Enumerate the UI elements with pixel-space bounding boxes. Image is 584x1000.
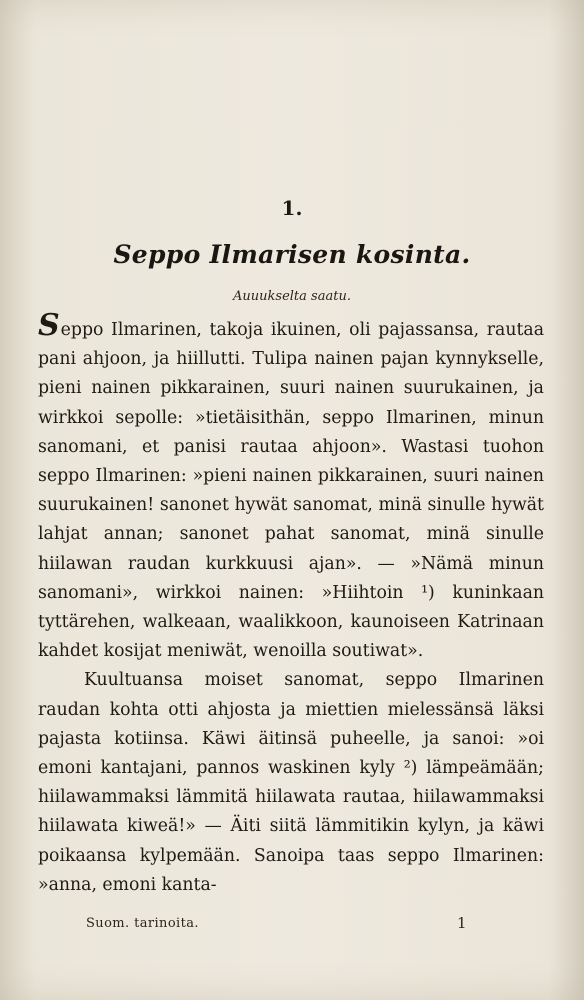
footer-signature: Suom. tarinoita. [86, 916, 199, 931]
drop-cap: S [38, 308, 60, 343]
paragraph-2: Kuultuansa moiset sanomat, seppo Ilmarinen raudan kohta otti ahjosta ja miettien mielessänsä läksi pajasta kotiinsa. Käwi äitinsä puheelle, ja sanoi: »oi emoni kantajani, pannos waskinen kyly ²) lämpeämään; hiilawammaksi lämmitä hiilawata rautaa, hiilawammaksi hiilawata kiweä!» — Äiti siitä lämmitikin kylyn, ja käwi poikaansa kylpemään. Sanoipa taas seppo Ilmarinen: »anna, emoni kanta- [38, 670, 544, 895]
chapter-subtitle: Auuukselta saatu. [233, 289, 351, 304]
paragraph-1 [38, 308, 544, 666]
footer-sheet-number: 1 [457, 914, 467, 932]
chapter-number: 1. [281, 196, 303, 220]
chapter-title: Seppo Ilmarisen kosinta. [113, 240, 471, 269]
paragraph-1-text: eppo Ilmarinen, takoja ikuinen, oli pajassansa, rautaa pani ahjoon, ja hiillutti. Tulipa nainen pajan kynnykselle, pieni nainen pikkarainen, suuri nainen suurukainen, ja wirkkoi sepolle: »tietäisithän, seppo Ilmarinen, minun sanomani, et panisi rautaa ahjoon». Wastasi tuohon seppo Ilmarinen: »pieni nainen pikkarainen, suuri nainen suurukainen! sanonet hywät sanomat, minä sinulle hywät lahjat annan; sanonet pahat sanomat, minä sinulle hiilawan raudan kurkkuusi ajan». — »Nämä minun sanomani», wirkkoi nainen: »Hiihtoin ¹) kuninkaan tyttärehen, walkeaan, waalikkoon, kaunoiseen Katrinaan kahdet kosijat meniwät, wenoilla soutiwat». [38, 320, 544, 662]
body-text [38, 308, 544, 900]
